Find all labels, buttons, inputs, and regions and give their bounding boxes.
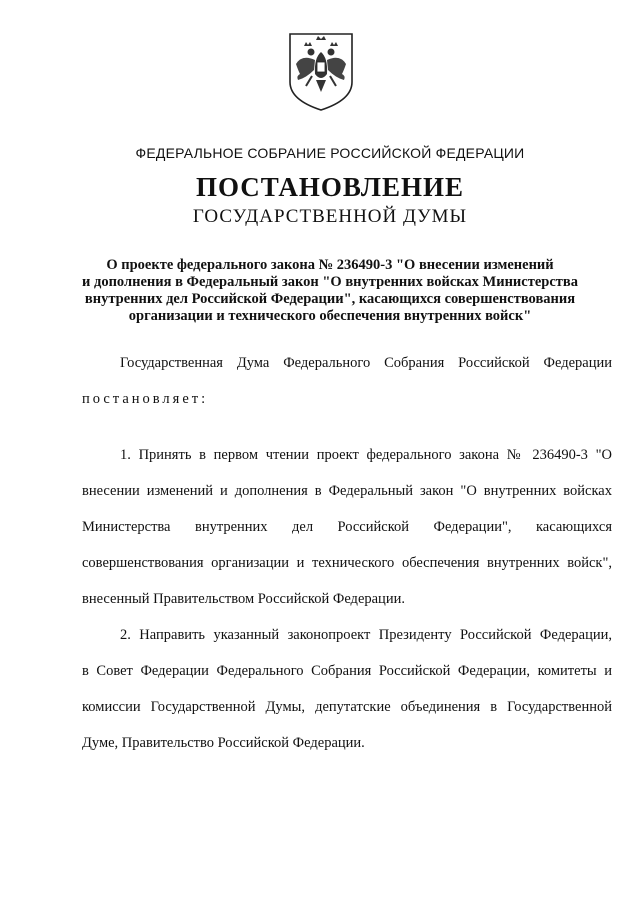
heading-line: О проекте федерального закона № 236490-3 "О внесении изменений [106,257,554,273]
item-1-line: внесении изменений и дополнения в Федеральный закон "О внутренних войсках [82,483,612,499]
organization-name: ФЕДЕРАЛЬНОЕ СОБРАНИЕ РОССИЙСКОЙ ФЕДЕРАЦИИ [135,145,525,161]
preamble-resolves: постановляет: [82,391,209,407]
coat-of-arms-icon [286,30,356,112]
item-1-line: внесенный Правительством Российской Федерации. [82,591,405,607]
heading-line: и дополнения в Федеральный закон "О внутренних войсках Министерства [82,274,578,290]
item-2-line: Думе, Правительство Российской Федерации. [82,735,365,751]
heading-line: внутренних дел Российской Федерации", касающихся совершенствования [84,291,576,307]
item-1-line: Министерства внутренних дел Российской Федерации", касающихся [82,519,612,535]
item-1-line: совершенствования организации и технического обеспечения внутренних войск", [82,555,612,571]
item-2-line: комиссии Государственной Думы, депутатские объединения в Государственной [82,699,612,715]
document-subtitle: ГОСУДАРСТВЕННОЙ ДУМЫ [192,206,468,227]
preamble-line: Государственная Дума Федерального Собрания Российской Федерации [120,355,612,371]
resolution-heading [70,257,590,325]
document-title: ПОСТАНОВЛЕНИЕ [195,172,465,202]
heading-line: организации и технического обеспечения внутренних войск" [128,308,532,324]
item-2-line: в Совет Федерации Федерального Собрания Российской Федерации, комитеты и [82,663,612,679]
item-1-line: 1. Принять в первом чтении проект федерального закона № 236490-3 "О [120,447,612,463]
item-2-line: 2. Направить указанный законопроект Президенту Российской Федерации, [120,627,612,643]
